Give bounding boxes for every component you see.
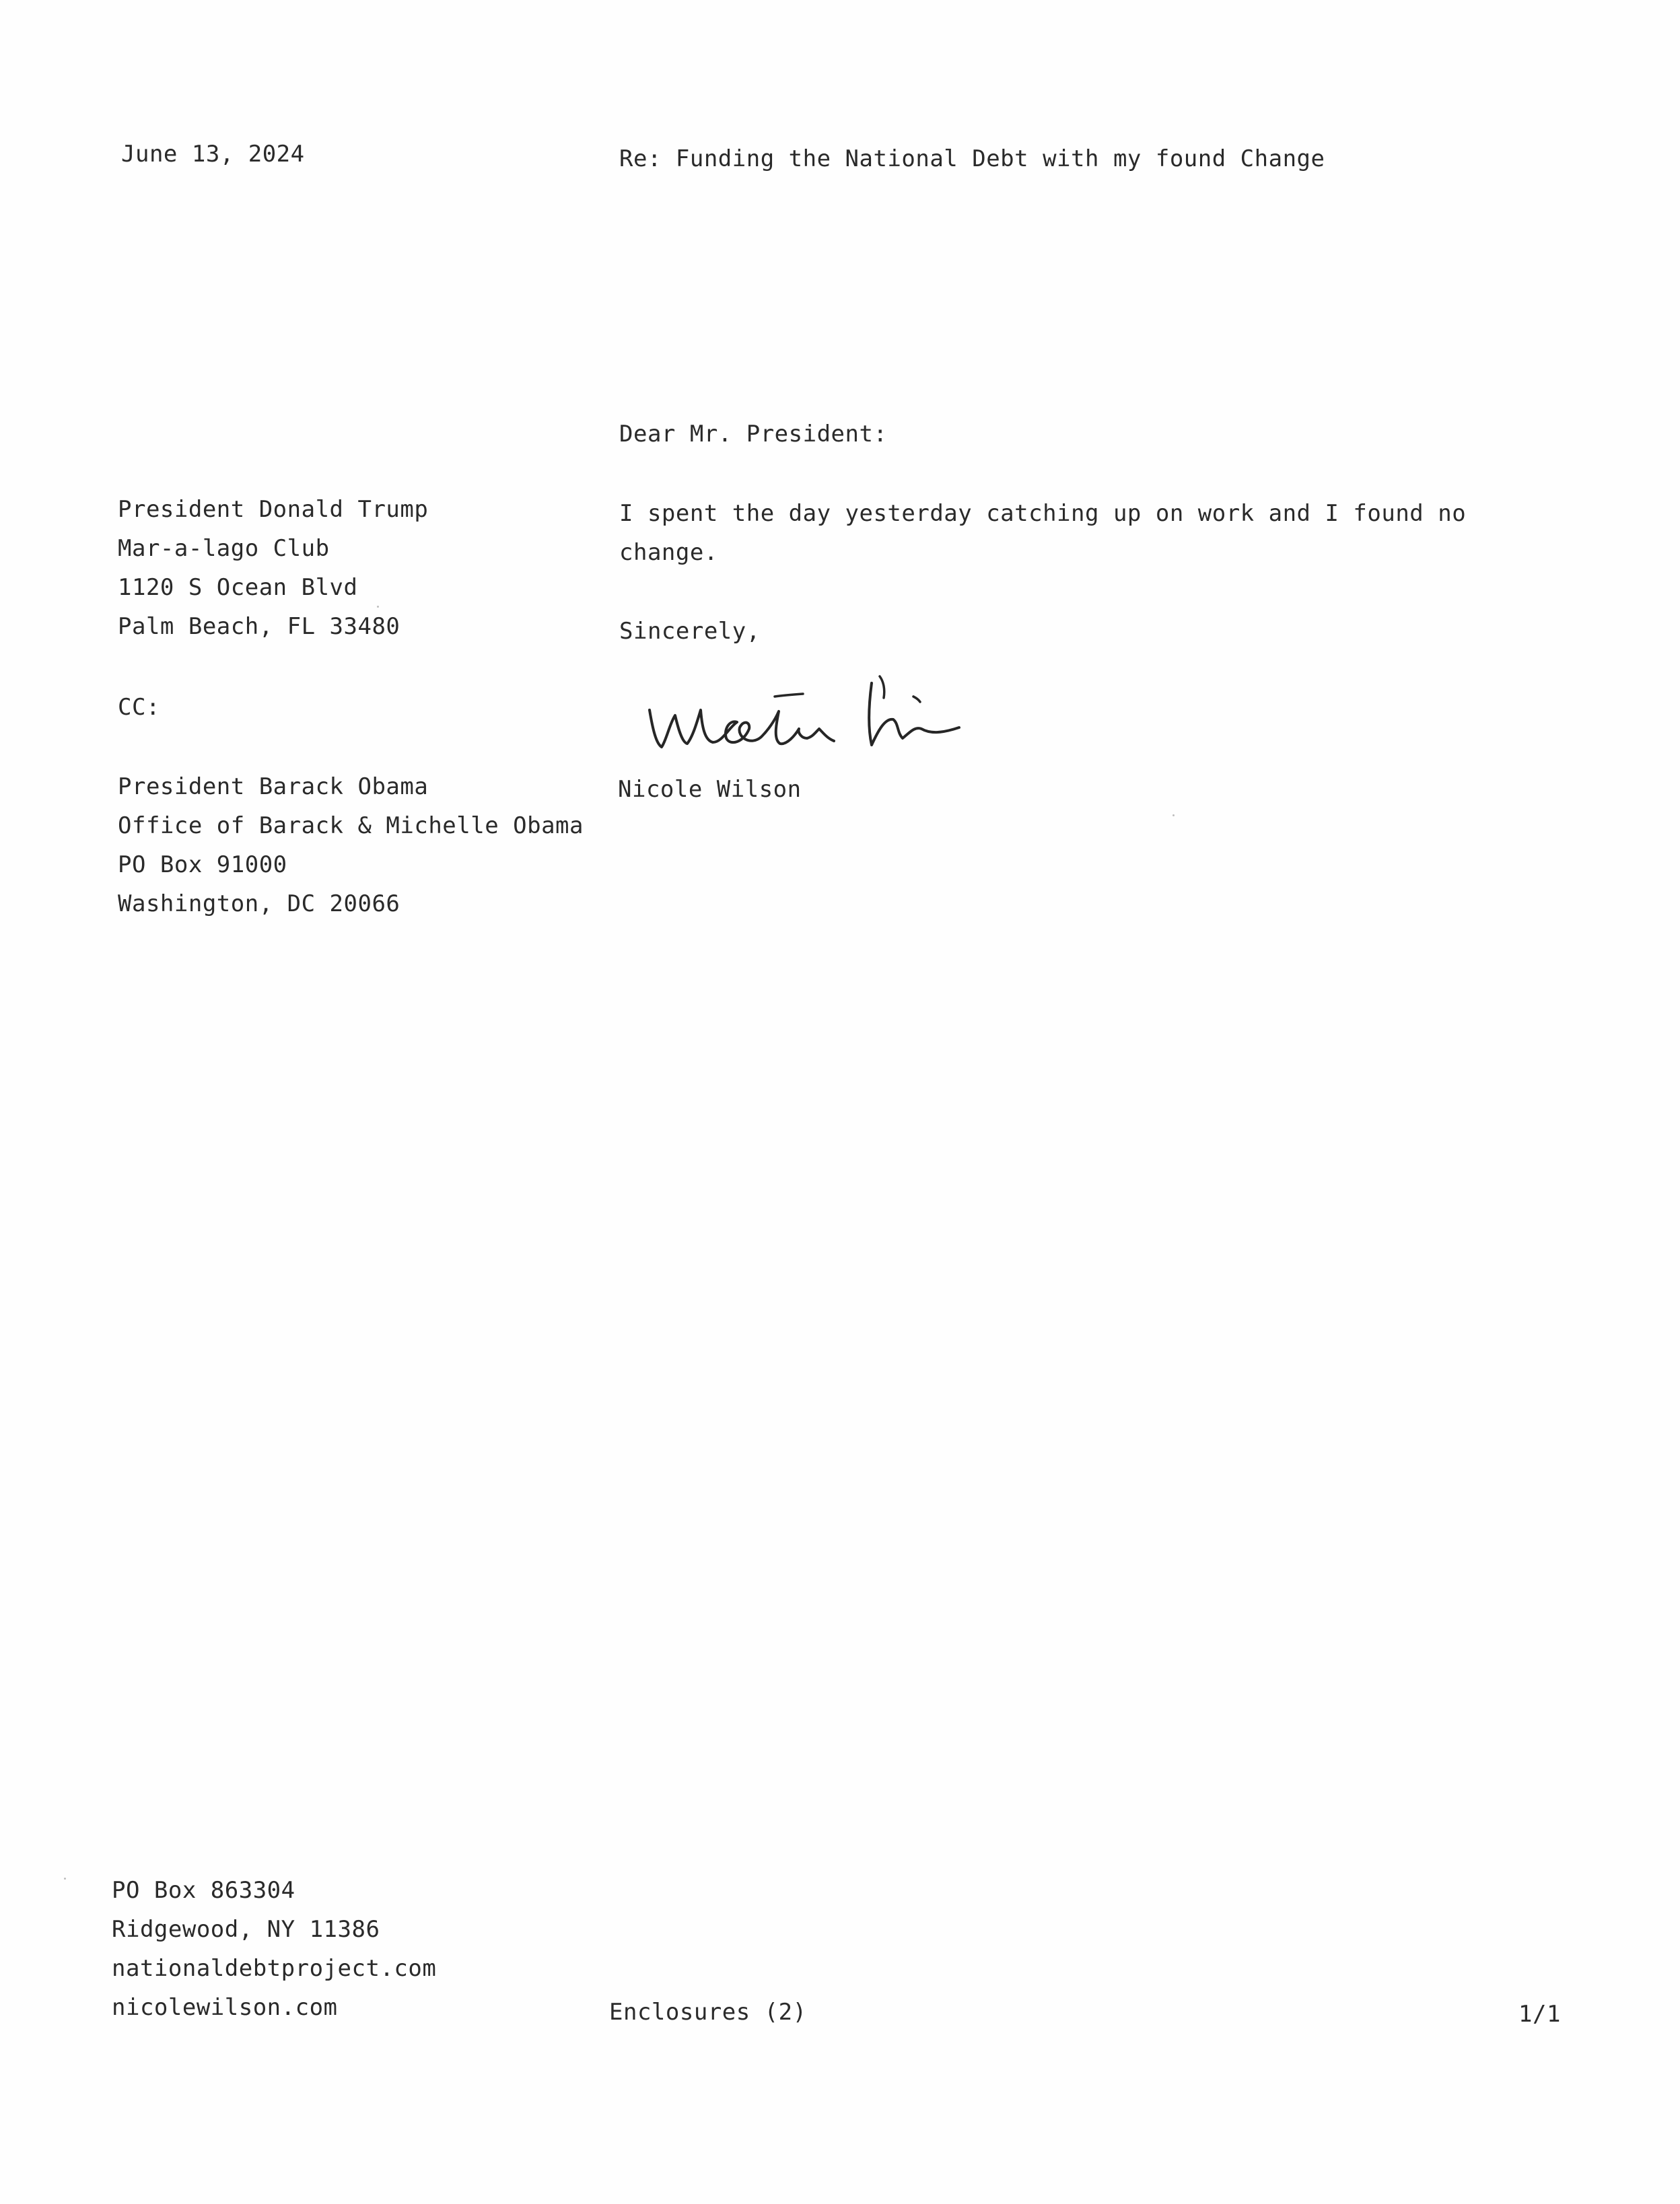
cc-address [118, 767, 584, 923]
cc-line: PO Box 91000 [118, 851, 287, 878]
recipient-line: Mar-a-lago Club [118, 535, 330, 562]
letter-date: June 13, 2024 [121, 141, 305, 168]
sender-address [112, 1871, 436, 2027]
handwritten-signature [643, 663, 993, 764]
sender-line: Ridgewood, NY 11386 [112, 1916, 380, 1943]
sender-line: nationaldebtproject.com [112, 1955, 437, 1982]
closing: Sincerely, [619, 618, 761, 645]
recipient-line: 1120 S Ocean Blvd [118, 574, 358, 601]
recipient-line: President Donald Trump [118, 496, 429, 523]
salutation: Dear Mr. President: [619, 421, 888, 448]
recipient-line: Palm Beach, FL 33480 [118, 613, 400, 640]
sender-line: nicolewilson.com [112, 1994, 338, 2021]
signature-name: Nicole Wilson [618, 776, 802, 803]
recipient-address [118, 490, 428, 646]
sender-line: PO Box 863304 [112, 1877, 295, 1904]
cc-label: CC: [118, 694, 160, 721]
cc-line: President Barack Obama [118, 773, 429, 800]
cc-line: Office of Barack & Michelle Obama [118, 812, 584, 839]
page-number: 1/1 [1518, 2001, 1561, 2028]
scan-speck [64, 1878, 66, 1880]
letter-body: I spent the day yesterday catching up on work and I found no change. [619, 500, 1467, 566]
scan-speck [1172, 814, 1175, 816]
letter-subject: Re: Funding the National Debt with my found Change [619, 145, 1325, 172]
cc-line: Washington, DC 20066 [118, 890, 400, 917]
enclosures-note: Enclosures (2) [609, 1999, 807, 2026]
scan-speck [377, 606, 379, 608]
